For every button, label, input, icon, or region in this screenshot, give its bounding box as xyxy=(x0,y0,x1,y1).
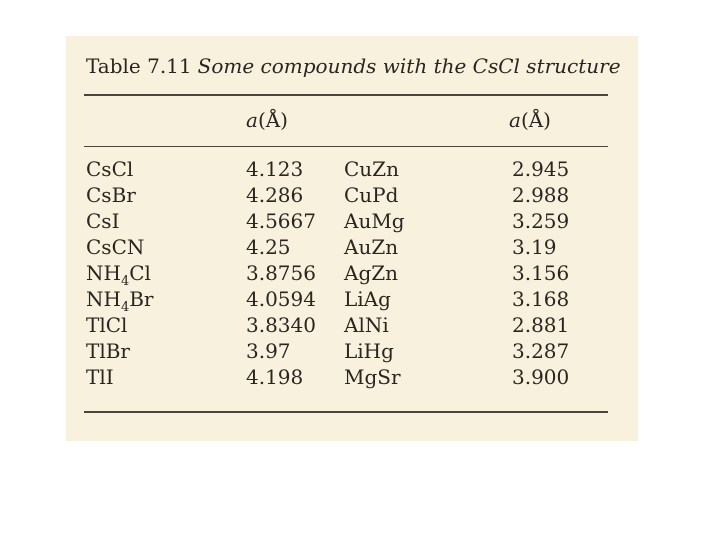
lattice-constant-left: 3.8756 xyxy=(246,261,316,285)
lattice-constant-left: 4.198 xyxy=(246,365,304,389)
formula-part: Cl xyxy=(129,261,151,285)
column-header-lattice-a-left xyxy=(246,108,288,132)
compound-formula-left xyxy=(86,313,127,337)
compound-formula-left xyxy=(86,287,154,315)
lattice-constant-left: 4.5667 xyxy=(246,209,316,233)
lattice-constant-right: 3.287 xyxy=(512,339,570,363)
header-unit: (Å) xyxy=(520,108,551,132)
top-rule xyxy=(84,94,608,96)
compound-formula-left xyxy=(86,157,133,181)
header-rule xyxy=(84,146,608,147)
formula-part: CsCN xyxy=(86,235,145,259)
compound-formula-left xyxy=(86,235,144,259)
lattice-constant-left: 4.25 xyxy=(246,235,291,259)
scanned-table-page xyxy=(66,36,638,441)
bottom-rule xyxy=(84,411,608,413)
compound-formula-left xyxy=(86,209,119,233)
lattice-constant-right: 3.156 xyxy=(512,261,570,285)
formula-subscript: 4 xyxy=(120,300,130,315)
formula-part: TlI xyxy=(86,365,114,389)
compound-formula-left xyxy=(86,261,151,289)
column-header-lattice-a-right xyxy=(509,108,551,132)
formula-part: CsI xyxy=(86,209,120,233)
table-label: Table 7.11 xyxy=(86,54,192,78)
compound-formula-left xyxy=(86,339,130,363)
lattice-constant-left: 3.8340 xyxy=(246,313,316,337)
lattice-constant-right: 3.168 xyxy=(512,287,570,311)
lattice-constant-right: 3.19 xyxy=(512,235,557,259)
lattice-constant-right: 3.259 xyxy=(512,209,570,233)
formula-part: TlBr xyxy=(86,339,130,363)
table-title: Some compounds with the CsCl structure xyxy=(197,54,621,78)
formula-part: NH xyxy=(86,261,121,285)
formula-part: Br xyxy=(129,287,154,311)
lattice-constant-right: 2.881 xyxy=(512,313,570,337)
formula-part: TlCl xyxy=(86,313,128,337)
formula-part: CsCl xyxy=(86,157,134,181)
lattice-constant-right: 2.988 xyxy=(512,183,570,207)
compound-formula-left xyxy=(86,183,136,207)
formula-part: CsBr xyxy=(86,183,136,207)
compound-formula-right: AgZn xyxy=(344,261,399,285)
compound-formula-left xyxy=(86,365,114,389)
lattice-constant-left: 4.123 xyxy=(246,157,304,181)
lattice-constant-left: 3.97 xyxy=(246,339,291,363)
lattice-constant-right: 2.945 xyxy=(512,157,570,181)
header-symbol: a xyxy=(246,108,258,132)
formula-part: NH xyxy=(86,287,121,311)
lattice-constant-left: 4.0594 xyxy=(246,287,316,311)
header-symbol: a xyxy=(509,108,521,132)
compound-formula-right: MgSr xyxy=(344,365,401,389)
lattice-constant-right: 3.900 xyxy=(512,365,570,389)
compound-formula-right: AlNi xyxy=(344,313,389,337)
compound-formula-right: AuZn xyxy=(344,235,399,259)
compound-formula-right: CuZn xyxy=(344,157,399,181)
formula-subscript: 4 xyxy=(120,274,130,289)
table-caption xyxy=(86,54,621,78)
lattice-constant-left: 4.286 xyxy=(246,183,304,207)
header-unit: (Å) xyxy=(257,108,288,132)
compound-formula-right: AuMg xyxy=(344,209,405,233)
compound-formula-right: LiHg xyxy=(344,339,394,363)
compound-formula-right: LiAg xyxy=(344,287,391,311)
compound-formula-right: CuPd xyxy=(344,183,399,207)
